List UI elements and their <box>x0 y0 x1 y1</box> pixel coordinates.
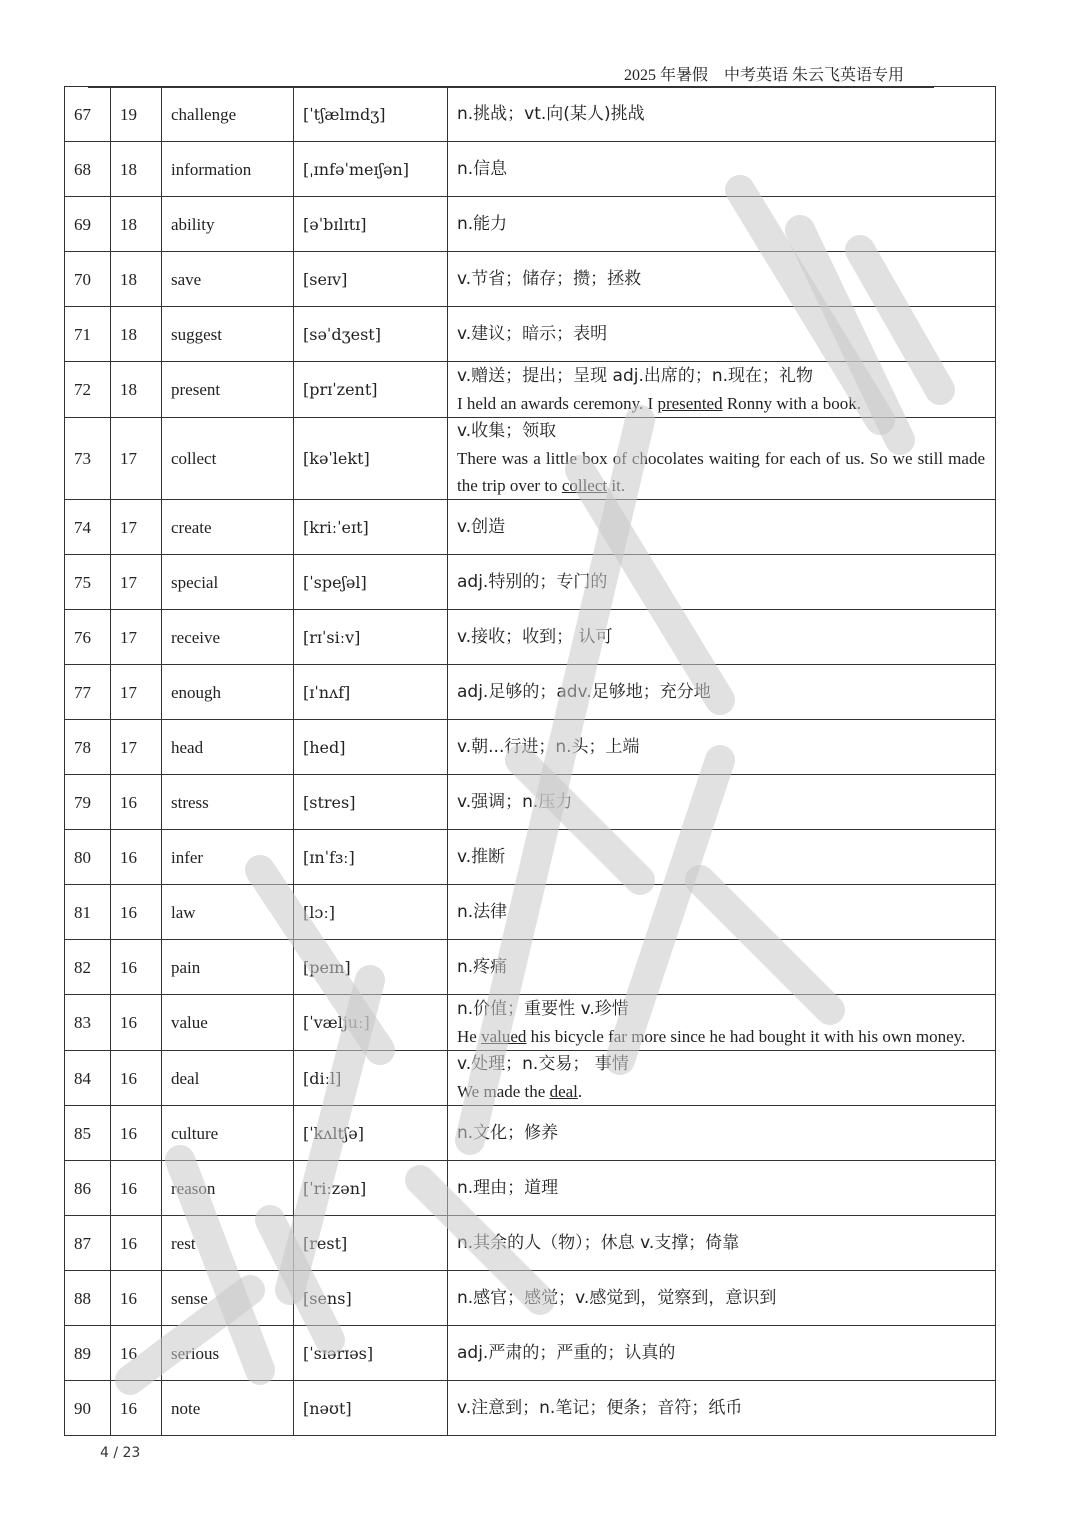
cell-frequency: 16 <box>111 1271 162 1326</box>
table-row <box>65 940 996 995</box>
cell-phonetic: [ɪnˈfɜː] <box>294 830 448 885</box>
cell-frequency: 18 <box>111 142 162 197</box>
cell-frequency: 16 <box>111 940 162 995</box>
table-row <box>65 87 996 142</box>
definition-text: v.处理；n.交易； 事情 <box>457 1054 629 1074</box>
definition-text: n.价值；重要性 v.珍惜 <box>457 998 629 1019</box>
cell-index: 70 <box>65 252 111 307</box>
cell-frequency: 16 <box>111 1326 162 1381</box>
table-row <box>65 197 996 252</box>
definition-text: v.注意到；n.笔记；便条；音符；纸币 <box>457 1397 743 1418</box>
table-row <box>65 1106 996 1161</box>
cell-index: 67 <box>65 87 111 142</box>
example-keyword: collect <box>561 476 608 495</box>
cell-word: information <box>162 142 294 197</box>
example-keyword: presented <box>657 393 723 413</box>
cell-phonetic: [stres] <box>294 775 448 830</box>
example-sentence <box>457 1078 985 1105</box>
cell-phonetic: [peɪn] <box>294 940 448 995</box>
cell-phonetic: [ˈvæljuː] <box>294 995 448 1051</box>
table-row <box>65 1216 996 1271</box>
cell-definition <box>448 1161 996 1216</box>
cell-definition <box>448 1051 996 1106</box>
cell-frequency: 19 <box>111 87 162 142</box>
example-text: I held an awards ceremony. I <box>457 393 658 413</box>
definition-text: n.其余的人（物）；休息 v.支撑；倚靠 <box>457 1232 740 1253</box>
definition-text: v.强调；n.压力 <box>457 791 573 812</box>
cell-word: rest <box>162 1216 294 1271</box>
vocab-table-body <box>65 87 996 1436</box>
definition-text: v.推断 <box>457 846 506 867</box>
cell-index: 88 <box>65 1271 111 1326</box>
table-row <box>65 362 996 418</box>
cell-definition <box>448 1381 996 1436</box>
cell-definition <box>448 995 996 1051</box>
cell-index: 77 <box>65 665 111 720</box>
cell-index: 82 <box>65 940 111 995</box>
cell-frequency: 16 <box>111 775 162 830</box>
page-header <box>88 60 934 88</box>
example-text: There was a little box of chocolates waiting for each of us. So we still made the trip over to <box>457 449 985 495</box>
cell-index: 84 <box>65 1051 111 1106</box>
example-keyword: valued <box>481 1026 527 1046</box>
example-text: his bicycle far more since he had bought it with his own money. <box>526 1026 966 1046</box>
example-keyword: deal <box>549 1082 578 1101</box>
cell-definition <box>448 555 996 610</box>
definition-text: n.理由；道理 <box>457 1177 559 1198</box>
cell-word: stress <box>162 775 294 830</box>
cell-frequency: 17 <box>111 500 162 555</box>
cell-word: value <box>162 995 294 1051</box>
table-row <box>65 885 996 940</box>
definition-text: n.挑战；vt.向(某人)挑战 <box>457 103 645 124</box>
definition-text: n.疼痛 <box>457 956 508 977</box>
cell-phonetic: [kriːˈeɪt] <box>294 500 448 555</box>
cell-index: 76 <box>65 610 111 665</box>
cell-word: serious <box>162 1326 294 1381</box>
cell-word: challenge <box>162 87 294 142</box>
cell-index: 81 <box>65 885 111 940</box>
cell-word: enough <box>162 665 294 720</box>
cell-frequency: 18 <box>111 252 162 307</box>
cell-word: infer <box>162 830 294 885</box>
cell-frequency: 16 <box>111 1381 162 1436</box>
example-sentence <box>457 445 985 499</box>
cell-definition <box>448 610 996 665</box>
cell-phonetic: [sens] <box>294 1271 448 1326</box>
cell-phonetic: [kəˈlekt] <box>294 418 448 500</box>
cell-word: special <box>162 555 294 610</box>
definition-text: v.创造 <box>457 516 506 537</box>
definition-text: v.朝...行进；n.头；上端 <box>457 736 640 757</box>
cell-word: note <box>162 1381 294 1436</box>
cell-frequency: 17 <box>111 418 162 500</box>
cell-phonetic: [hed] <box>294 720 448 775</box>
cell-word: create <box>162 500 294 555</box>
table-row <box>65 418 996 500</box>
cell-definition <box>448 885 996 940</box>
cell-word: suggest <box>162 307 294 362</box>
example-text: . <box>577 1082 583 1101</box>
cell-definition <box>448 418 996 500</box>
cell-index: 69 <box>65 197 111 252</box>
table-row <box>65 1326 996 1381</box>
cell-word: reason <box>162 1161 294 1216</box>
cell-index: 75 <box>65 555 111 610</box>
table-row <box>65 1271 996 1326</box>
cell-definition <box>448 665 996 720</box>
cell-phonetic: [rɪˈsiːv] <box>294 610 448 665</box>
cell-index: 83 <box>65 995 111 1051</box>
cell-index: 73 <box>65 418 111 500</box>
definition-text: v.接收；收到； 认可 <box>457 626 613 647</box>
definition-text: n.能力 <box>457 213 508 234</box>
cell-definition <box>448 142 996 197</box>
cell-word: save <box>162 252 294 307</box>
cell-index: 71 <box>65 307 111 362</box>
cell-phonetic: [ˈriːzən] <box>294 1161 448 1216</box>
table-row <box>65 1381 996 1436</box>
cell-frequency: 16 <box>111 1216 162 1271</box>
cell-frequency: 17 <box>111 610 162 665</box>
cell-frequency: 16 <box>111 1106 162 1161</box>
cell-index: 78 <box>65 720 111 775</box>
cell-definition <box>448 307 996 362</box>
cell-word: pain <box>162 940 294 995</box>
cell-phonetic: [ˈtʃælɪndʒ] <box>294 87 448 142</box>
cell-definition <box>448 362 996 418</box>
cell-definition <box>448 252 996 307</box>
cell-phonetic: [ˈspeʃəl] <box>294 555 448 610</box>
cell-index: 87 <box>65 1216 111 1271</box>
table-row <box>65 1161 996 1216</box>
definition-text: adj.严肃的；严重的；认真的 <box>457 1342 676 1363</box>
definition-text: v.节省；储存；攒；拯救 <box>457 268 642 289</box>
cell-frequency: 17 <box>111 720 162 775</box>
cell-definition <box>448 775 996 830</box>
cell-index: 86 <box>65 1161 111 1216</box>
cell-word: receive <box>162 610 294 665</box>
table-row <box>65 995 996 1051</box>
cell-phonetic: [lɔː] <box>294 885 448 940</box>
example-text: Ronny with a book. <box>722 393 861 413</box>
cell-phonetic: [ˈkʌltʃə] <box>294 1106 448 1161</box>
cell-definition <box>448 87 996 142</box>
cell-frequency: 16 <box>111 885 162 940</box>
cell-index: 68 <box>65 142 111 197</box>
table-row <box>65 252 996 307</box>
definition-text: n.法律 <box>457 901 508 922</box>
table-row <box>65 775 996 830</box>
page-number: 4 / 23 <box>100 1445 141 1461</box>
cell-frequency: 16 <box>111 830 162 885</box>
example-text: it. <box>607 476 626 495</box>
definition-text: n.信息 <box>457 158 508 179</box>
definition-text: adj.足够的；adv.足够地；充分地 <box>457 681 711 702</box>
definition-text: v.建议；暗示；表明 <box>457 323 608 344</box>
table-row <box>65 1051 996 1106</box>
cell-word: present <box>162 362 294 418</box>
cell-phonetic: [rest] <box>294 1216 448 1271</box>
cell-frequency: 18 <box>111 197 162 252</box>
cell-phonetic: [səˈdʒest] <box>294 307 448 362</box>
table-row <box>65 720 996 775</box>
cell-word: culture <box>162 1106 294 1161</box>
cell-definition <box>448 940 996 995</box>
cell-index: 72 <box>65 362 111 418</box>
cell-frequency: 17 <box>111 665 162 720</box>
example-sentence <box>457 1023 985 1050</box>
cell-phonetic: [ˌɪnfəˈmeɪʃən] <box>294 142 448 197</box>
table-row <box>65 142 996 197</box>
example-text: He <box>457 1026 482 1046</box>
cell-definition <box>448 1326 996 1381</box>
cell-frequency: 16 <box>111 1051 162 1106</box>
cell-word: head <box>162 720 294 775</box>
cell-frequency: 18 <box>111 307 162 362</box>
cell-frequency: 16 <box>111 995 162 1051</box>
table-row <box>65 610 996 665</box>
cell-index: 90 <box>65 1381 111 1436</box>
definition-text: n.文化；修养 <box>457 1122 559 1143</box>
definition-text: adj.特别的；专门的 <box>457 571 608 592</box>
cell-frequency: 18 <box>111 362 162 418</box>
cell-definition <box>448 1106 996 1161</box>
cell-definition <box>448 1216 996 1271</box>
cell-phonetic: [prɪˈzent] <box>294 362 448 418</box>
cell-frequency: 17 <box>111 555 162 610</box>
cell-index: 74 <box>65 500 111 555</box>
cell-phonetic: [əˈbɪlɪtɪ] <box>294 197 448 252</box>
cell-index: 89 <box>65 1326 111 1381</box>
cell-frequency: 16 <box>111 1161 162 1216</box>
cell-definition <box>448 500 996 555</box>
definition-text: v.收集；领取 <box>457 421 557 441</box>
cell-index: 79 <box>65 775 111 830</box>
cell-word: sense <box>162 1271 294 1326</box>
header-text: 2025 年暑假 中考英语 朱云飞英语专用 <box>623 67 904 84</box>
table-row <box>65 665 996 720</box>
table-row <box>65 830 996 885</box>
cell-definition <box>448 720 996 775</box>
cell-definition <box>448 830 996 885</box>
cell-word: collect <box>162 418 294 500</box>
cell-word: law <box>162 885 294 940</box>
cell-word: deal <box>162 1051 294 1106</box>
definition-text: v.赠送；提出；呈现 adj.出席的；n.现在；礼物 <box>457 365 814 386</box>
cell-word: ability <box>162 197 294 252</box>
vocab-table <box>64 86 996 1436</box>
table-row <box>65 500 996 555</box>
example-text: We made the <box>457 1082 550 1101</box>
cell-definition <box>448 1271 996 1326</box>
cell-index: 80 <box>65 830 111 885</box>
example-sentence <box>457 390 985 417</box>
definition-text: n.感官；感觉；v.感觉到，觉察到，意识到 <box>457 1287 777 1308</box>
cell-definition <box>448 197 996 252</box>
table-row <box>65 555 996 610</box>
cell-phonetic: [diːl] <box>294 1051 448 1106</box>
cell-phonetic: [ɪˈnʌf] <box>294 665 448 720</box>
cell-phonetic: [seɪv] <box>294 252 448 307</box>
cell-phonetic: [ˈsɪərɪəs] <box>294 1326 448 1381</box>
cell-phonetic: [nəʊt] <box>294 1381 448 1436</box>
cell-index: 85 <box>65 1106 111 1161</box>
table-row <box>65 307 996 362</box>
